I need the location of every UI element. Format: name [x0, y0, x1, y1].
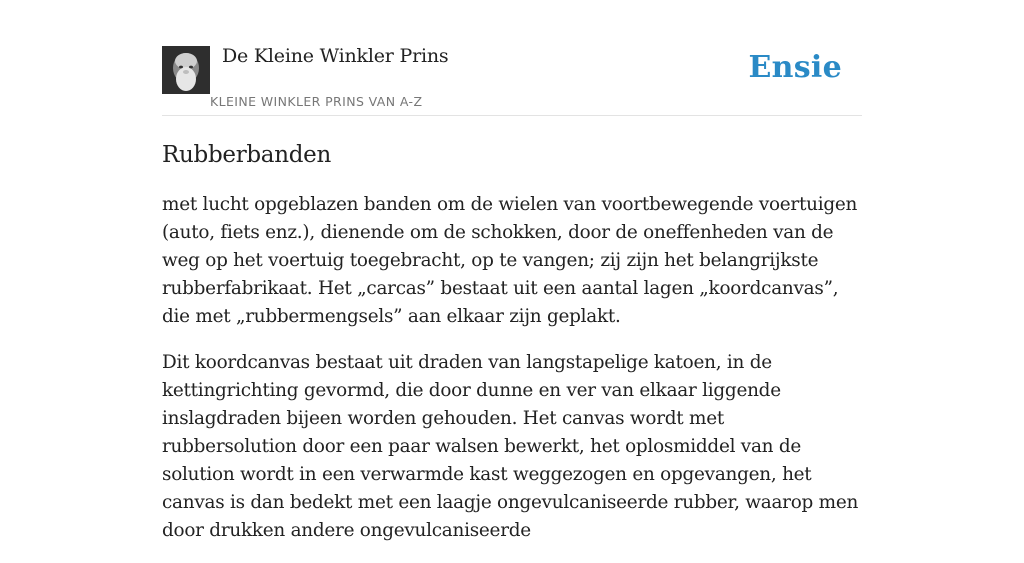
page: [162, 0, 862, 563]
site-title[interactable]: De Kleine Winkler Prins: [222, 45, 449, 67]
author-avatar[interactable]: [162, 46, 210, 94]
article-paragraph: Dit koordcanvas bestaat uit draden van langstapelige katoen, in de kettingrichting gevormd, die door dunne en ver van elkaar liggende inslagdraden bijeen worden gehouden. Het canvas wordt met rubbersolution door een paar walsen bewerkt, het oplosmiddel van de solution wordt in een verwarmde kast weggezogen en opgevangen, het canvas is dan bedekt met een laagje ongevulcaniseerde rubber, waarop men door drukken andere ongevulcaniseerde: [162, 352, 859, 541]
site-subtitle[interactable]: KLEINE WINKLER PRINS VAN A-Z: [210, 94, 423, 109]
article-body: [162, 191, 862, 545]
site-header: [162, 0, 862, 116]
article-title: Rubberbanden: [162, 142, 331, 168]
avatar-portrait-image: [162, 46, 210, 94]
ensie-logo-link[interactable]: Ensie: [748, 50, 842, 85]
article-paragraph: met lucht opgeblazen banden om de wielen van voortbewegende voertuigen (auto, fiets enz.), dienende om de schokken, door de oneffenheden van de weg op het voertuig toegebracht, op te vangen; zij zijn het belangrijkste rubberfabrikaat. Het „carcas” bestaat uit een aantal lagen „koordcanvas”, die met „rubbermengsels” aan elkaar zijn geplakt.: [162, 194, 858, 327]
